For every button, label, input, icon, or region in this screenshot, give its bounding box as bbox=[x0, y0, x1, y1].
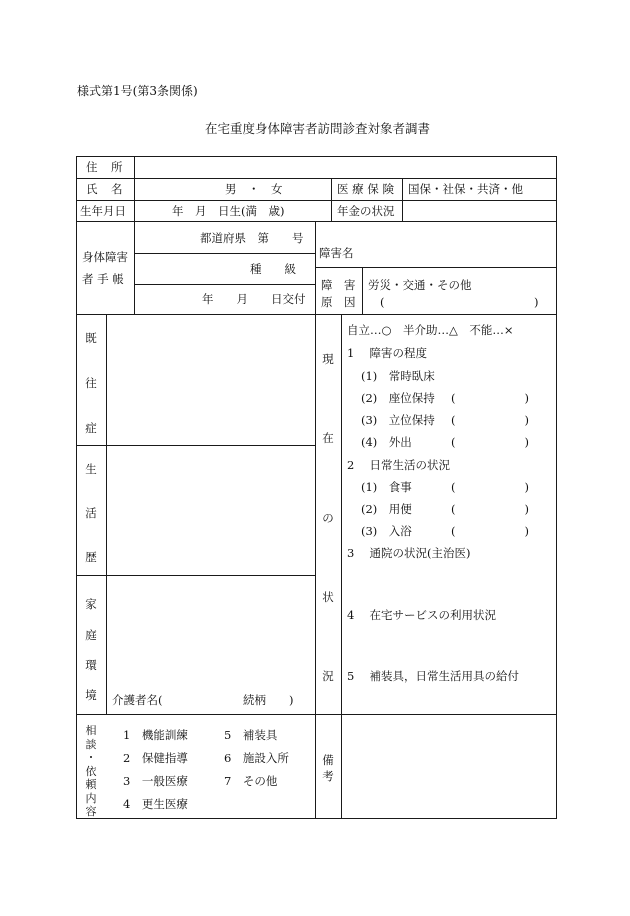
status-item-standing-paren[interactable]: ( ) bbox=[451, 413, 529, 427]
status-item-toilet: (2) 用便 bbox=[361, 502, 412, 516]
gender-options[interactable]: 男 ・ 女 bbox=[225, 182, 283, 196]
status-item-toilet-paren[interactable]: ( ) bbox=[451, 502, 529, 516]
consult-item-2[interactable]: 2 保健指導 bbox=[123, 751, 188, 765]
status-item-bath-paren[interactable]: ( ) bbox=[451, 524, 529, 538]
status-legend: 自立…○ 半介助…△ 不能…× bbox=[347, 323, 514, 337]
handbook-label-line2: 者 手 帳 bbox=[82, 272, 124, 286]
status-item-outing-paren[interactable]: ( ) bbox=[451, 435, 529, 449]
life-label-3: 歴 bbox=[85, 550, 97, 564]
consult-item-5[interactable]: 5 補装具 bbox=[224, 728, 278, 742]
consult-item-1[interactable]: 1 機能訓練 bbox=[123, 728, 188, 742]
consult-item-6[interactable]: 6 施設入所 bbox=[224, 751, 289, 765]
consult-item-4[interactable]: 4 更生医療 bbox=[123, 797, 188, 811]
status-section-1: 1 障害の程度 bbox=[347, 346, 427, 360]
status-section-2: 2 日常生活の状況 bbox=[347, 458, 450, 472]
caregiver-name[interactable]: 介護者名( 続柄 ) bbox=[112, 693, 294, 707]
consult-label: 相 談 ・ 依 頼 内 容 bbox=[85, 724, 97, 818]
insurance-label: 医 療 保 険 bbox=[337, 182, 394, 196]
family-label-3: 環 bbox=[85, 658, 97, 672]
cause-label-line1: 障 害 bbox=[321, 278, 356, 292]
history-label-1: 既 bbox=[85, 331, 97, 345]
status-section-3: 3 通院の状況(主治医) bbox=[347, 546, 471, 560]
status-label-3: の bbox=[322, 511, 334, 525]
address-field[interactable] bbox=[135, 157, 555, 177]
status-item-sitting-paren[interactable]: ( ) bbox=[451, 391, 529, 405]
family-label-2: 庭 bbox=[85, 628, 97, 642]
address-label: 住 所 bbox=[86, 160, 124, 174]
handbook-issued-date[interactable]: 年 月 日交付 bbox=[202, 292, 306, 306]
form-title: 在宅重度身体障害者訪問診査対象者調書 bbox=[205, 121, 431, 136]
remarks-label: 備 考 bbox=[322, 753, 334, 783]
birth-label: 生年月日 bbox=[80, 204, 126, 218]
life-label-1: 生 bbox=[85, 462, 97, 476]
form-number: 様式第1号(第3条関係) bbox=[77, 84, 198, 98]
cause-label-line2: 原 因 bbox=[321, 295, 356, 309]
consult-item-7[interactable]: 7 その他 bbox=[224, 774, 278, 788]
disability-name-label: 障害名 bbox=[319, 246, 354, 260]
pension-label: 年金の状況 bbox=[337, 204, 395, 218]
consult-item-3[interactable]: 3 一般医療 bbox=[123, 774, 188, 788]
status-label-2: 在 bbox=[322, 431, 334, 445]
handbook-grade[interactable]: 種 級 bbox=[250, 262, 296, 276]
remarks-field[interactable] bbox=[342, 715, 555, 817]
status-item-bath: (3) 入浴 bbox=[361, 524, 412, 538]
insurance-options[interactable]: 国保・社保・共済・他 bbox=[408, 182, 523, 196]
family-label-4: 境 bbox=[85, 688, 97, 702]
status-label-5: 況 bbox=[322, 669, 334, 683]
status-label-1: 現 bbox=[322, 352, 334, 366]
history-field[interactable] bbox=[107, 315, 314, 444]
status-label-4: 状 bbox=[322, 590, 334, 604]
handbook-label-line1: 身体障害 bbox=[82, 250, 128, 264]
cause-detail-paren: ( ) bbox=[380, 295, 539, 309]
life-label-2: 活 bbox=[85, 506, 97, 520]
status-section-5: 5 補装具，日常生活用具の給付 bbox=[347, 669, 519, 683]
history-label-3: 症 bbox=[85, 421, 97, 435]
birth-value[interactable]: 年 月 日生(満 歳) bbox=[172, 204, 285, 218]
status-section-4: 4 在宅サービスの利用状況 bbox=[347, 608, 496, 622]
status-item-sitting: (2) 座位保持 bbox=[361, 391, 435, 405]
life-field[interactable] bbox=[107, 446, 314, 574]
history-label-2: 往 bbox=[85, 376, 97, 390]
status-item-standing: (3) 立位保持 bbox=[361, 413, 435, 427]
family-label-1: 家 bbox=[85, 597, 97, 611]
status-item-meal-paren[interactable]: ( ) bbox=[451, 480, 529, 494]
handbook-prefecture-number[interactable]: 都道府県 第 号 bbox=[200, 231, 304, 245]
status-item-meal: (1) 食事 bbox=[361, 480, 412, 494]
disability-name-field[interactable] bbox=[363, 222, 555, 266]
cause-options[interactable]: 労災・交通・その他 bbox=[368, 278, 472, 292]
name-label: 氏 名 bbox=[86, 182, 124, 196]
status-item-outing: (4) 外出 bbox=[361, 435, 412, 449]
status-item-bedridden: (1) 常時臥床 bbox=[361, 369, 435, 383]
